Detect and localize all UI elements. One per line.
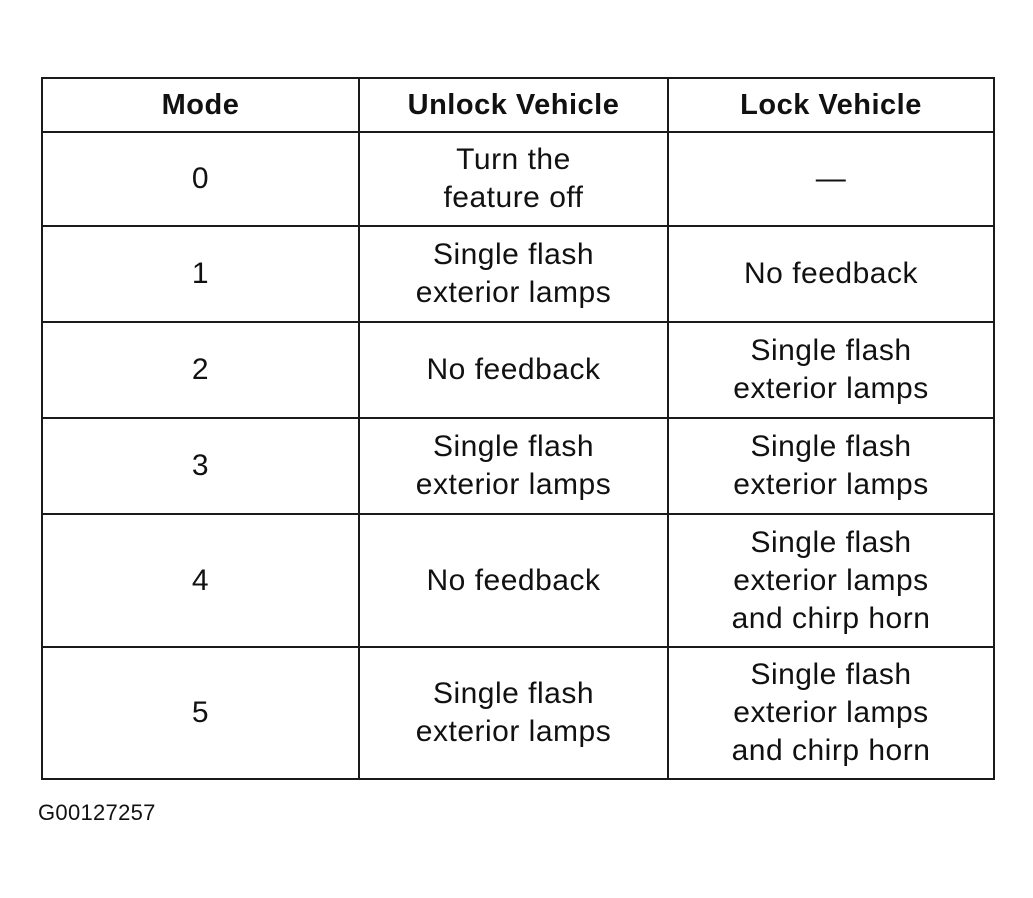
lock-text: Single flash exterior lamps and chirp horn: [731, 658, 931, 767]
lock-text: Single flash exterior lamps: [733, 334, 929, 405]
mode-cell: 3: [42, 418, 359, 514]
table-row: [42, 132, 994, 226]
lock-text: No feedback: [744, 257, 918, 290]
lock-cell: [668, 647, 994, 779]
unlock-cell: [359, 418, 668, 514]
unlock-text: No feedback: [426, 353, 601, 386]
mode-cell: 0: [42, 132, 359, 226]
unlock-cell: [359, 514, 668, 647]
header-unlock-vehicle: Unlock Vehicle: [359, 78, 668, 132]
header-mode: Mode: [42, 78, 359, 132]
table-row: [42, 418, 994, 514]
unlock-text: Turn the feature off: [443, 143, 584, 214]
mode-table: [41, 77, 995, 780]
mode-cell: 2: [42, 322, 359, 418]
table-row: [42, 322, 994, 418]
lock-cell: [668, 418, 994, 514]
table-header-row: [42, 78, 994, 132]
mode-cell: 4: [42, 514, 359, 647]
unlock-cell: [359, 322, 668, 418]
lock-text: Single flash exterior lamps and chirp horn: [731, 525, 931, 635]
table-row: [42, 647, 994, 779]
unlock-text: Single flash exterior lamps: [415, 238, 612, 309]
figure-id: G00127257: [38, 800, 156, 825]
unlock-text: No feedback: [426, 563, 601, 597]
unlock-cell: [359, 132, 668, 226]
lock-text: —: [815, 162, 847, 195]
mode-cell: 1: [42, 226, 359, 322]
lock-cell: [668, 322, 994, 418]
unlock-cell: [359, 226, 668, 322]
unlock-cell: [359, 647, 668, 779]
unlock-text: Single flash exterior lamps: [415, 430, 612, 501]
lock-cell: [668, 514, 994, 647]
table-row: [42, 226, 994, 322]
lock-cell: [668, 226, 994, 322]
table-row: [42, 514, 994, 647]
lock-cell: [668, 132, 994, 226]
header-lock-vehicle: Lock Vehicle: [668, 78, 994, 132]
unlock-text: Single flash exterior lamps: [415, 677, 612, 748]
mode-cell: 5: [42, 647, 359, 779]
lock-text: Single flash exterior lamps: [733, 430, 929, 501]
